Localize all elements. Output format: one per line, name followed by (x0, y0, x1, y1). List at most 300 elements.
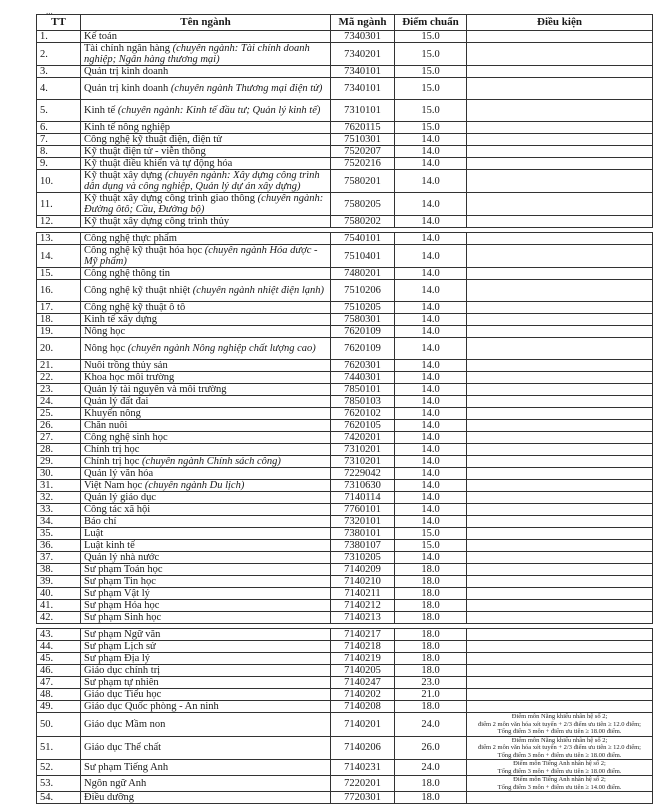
major-name (81, 314, 331, 326)
major-name (81, 653, 331, 665)
major-name (81, 233, 331, 245)
major-name-text: Kỹ thuật xây dựng công trình thủy (84, 216, 230, 227)
row-number: 15. (37, 268, 81, 280)
major-code: 7620109 (331, 326, 395, 338)
major-name (81, 280, 331, 302)
major-code: 7310630 (331, 480, 395, 492)
condition (467, 326, 653, 338)
condition (467, 420, 653, 432)
major-code: 7310101 (331, 100, 395, 122)
major-name (81, 552, 331, 564)
table-row (37, 193, 653, 216)
table-row (37, 516, 653, 528)
row-number: 14. (37, 245, 81, 268)
cutoff-score: 23.0 (395, 677, 467, 689)
row-number: 51. (37, 736, 81, 760)
condition (467, 629, 653, 641)
major-code: 7140218 (331, 641, 395, 653)
condition (467, 396, 653, 408)
row-number: 45. (37, 653, 81, 665)
row-number: 27. (37, 432, 81, 444)
major-name (81, 444, 331, 456)
row-number: 5. (37, 100, 81, 122)
major-name (81, 576, 331, 588)
major-specialization: (chuyên ngành Hóa dược - Mỹ phẩm) (84, 245, 318, 267)
condition (467, 564, 653, 576)
major-code: 7580301 (331, 314, 395, 326)
major-name (81, 641, 331, 653)
cutoff-score: 14.0 (395, 504, 467, 516)
cutoff-score: 15.0 (395, 540, 467, 552)
row-number: 34. (37, 516, 81, 528)
cutoff-score: 18.0 (395, 564, 467, 576)
major-name (81, 492, 331, 504)
major-name-text: Công nghệ thông tin (84, 268, 171, 279)
major-name (81, 338, 331, 360)
major-code: 7850101 (331, 384, 395, 396)
major-code: 7340301 (331, 31, 395, 43)
row-number: 9. (37, 158, 81, 170)
cutoff-score: 18.0 (395, 792, 467, 804)
table-row (37, 600, 653, 612)
major-name-text: Luật (84, 528, 104, 539)
cutoff-score: 15.0 (395, 100, 467, 122)
major-specialization: (chuyên ngành: Đường ôtô; Cầu, Đường bộ) (84, 193, 324, 215)
major-name (81, 516, 331, 528)
row-number: 1. (37, 31, 81, 43)
table-row (37, 480, 653, 492)
condition (467, 480, 653, 492)
major-code: 7520216 (331, 158, 395, 170)
major-name-text: Báo chí (84, 516, 117, 527)
major-name (81, 504, 331, 516)
major-name-text: Sư phạm Sinh học (84, 612, 162, 623)
condition (467, 360, 653, 372)
table-row (37, 408, 653, 420)
major-name-text: Chính trị học (84, 456, 143, 467)
major-name (81, 100, 331, 122)
row-number: 47. (37, 677, 81, 689)
condition (467, 504, 653, 516)
condition (467, 612, 653, 624)
major-code: 7380101 (331, 528, 395, 540)
cutoff-score: 14.0 (395, 360, 467, 372)
cutoff-score: 14.0 (395, 216, 467, 228)
major-code: 7140213 (331, 612, 395, 624)
cutoff-score: 15.0 (395, 43, 467, 66)
major-name-text: Tài chính ngân hàng (84, 43, 173, 54)
row-number: 41. (37, 600, 81, 612)
condition (467, 792, 653, 804)
row-number: 22. (37, 372, 81, 384)
condition (467, 233, 653, 245)
major-code: 7440301 (331, 372, 395, 384)
major-name-text: Công nghệ kỹ thuật hóa học (84, 245, 205, 256)
major-name-text: Quản lý nhà nước (84, 552, 160, 563)
row-number: 31. (37, 480, 81, 492)
cutoff-score: 15.0 (395, 31, 467, 43)
condition (467, 653, 653, 665)
row-number: 28. (37, 444, 81, 456)
table-row (37, 338, 653, 360)
major-specialization: (chuyên ngành: Xây dựng công trình dân dụng và công nghiệp, Quản lý dự án xây dựng) (84, 170, 320, 192)
table-row (37, 504, 653, 516)
condition (467, 372, 653, 384)
row-number: 4. (37, 78, 81, 100)
major-name (81, 122, 331, 134)
major-name-text: Công nghệ kỹ thuật nhiệt (84, 285, 193, 296)
cutoff-score: 14.0 (395, 280, 467, 302)
row-number: 40. (37, 588, 81, 600)
major-name-text: Quản lý đất đai (84, 396, 149, 407)
major-name (81, 158, 331, 170)
col-header-condition: Điều kiện (467, 15, 653, 31)
condition (467, 170, 653, 193)
major-name (81, 792, 331, 804)
condition (467, 588, 653, 600)
major-code: 7620115 (331, 122, 395, 134)
major-name (81, 372, 331, 384)
cutoff-score: 14.0 (395, 408, 467, 420)
major-name (81, 432, 331, 444)
major-name-text: Ngôn ngữ Anh (84, 778, 147, 789)
row-number: 53. (37, 776, 81, 792)
major-code: 7140201 (331, 713, 395, 737)
table-row (37, 677, 653, 689)
condition (467, 158, 653, 170)
major-name-text: Giáo dục Quốc phòng - An ninh (84, 701, 219, 712)
major-name (81, 302, 331, 314)
condition (467, 576, 653, 588)
major-code: 7140211 (331, 588, 395, 600)
cutoff-score: 18.0 (395, 701, 467, 713)
major-name (81, 480, 331, 492)
condition (467, 280, 653, 302)
major-name (81, 408, 331, 420)
major-name-text: Kỹ thuật điện tử - viễn thông (84, 146, 206, 157)
major-name (81, 736, 331, 760)
condition (467, 31, 653, 43)
cutoff-score: 14.0 (395, 193, 467, 216)
condition (467, 677, 653, 689)
table-row (37, 564, 653, 576)
table-row (37, 528, 653, 540)
major-name-text: Sư phạm Tin học (84, 576, 156, 587)
header-fragment: ... (46, 6, 53, 16)
table-row (37, 641, 653, 653)
condition (467, 302, 653, 314)
condition (467, 540, 653, 552)
major-specialization: (chuyên ngành Thương mại điện tử) (170, 83, 323, 94)
major-specialization: (chuyên ngành Nông nghiệp chất lượng cao) (127, 343, 316, 354)
cutoff-score: 18.0 (395, 653, 467, 665)
major-name (81, 456, 331, 468)
condition-line: Điểm môn Tiếng Anh nhân hệ số 2; (513, 776, 606, 783)
row-number: 26. (37, 420, 81, 432)
cutoff-score: 14.0 (395, 444, 467, 456)
cutoff-score: 14.0 (395, 314, 467, 326)
major-code: 7620102 (331, 408, 395, 420)
table-row (37, 432, 653, 444)
row-number: 10. (37, 170, 81, 193)
major-code: 7420201 (331, 432, 395, 444)
cutoff-score: 18.0 (395, 641, 467, 653)
condition (467, 444, 653, 456)
major-code: 7140247 (331, 677, 395, 689)
major-name-text: Kế toán (84, 31, 117, 42)
major-code: 7140202 (331, 689, 395, 701)
major-name (81, 31, 331, 43)
cutoff-score: 14.0 (395, 432, 467, 444)
major-code: 7580201 (331, 170, 395, 193)
condition (467, 432, 653, 444)
major-code: 7310205 (331, 552, 395, 564)
major-code: 7140208 (331, 701, 395, 713)
condition-line: Tổng điểm 3 môn + điểm ưu tiên ≥ 14.00 điểm. (497, 783, 622, 791)
row-number: 25. (37, 408, 81, 420)
table-row (37, 170, 653, 193)
row-number: 18. (37, 314, 81, 326)
cutoff-score: 18.0 (395, 665, 467, 677)
condition (467, 134, 653, 146)
condition (467, 408, 653, 420)
major-code: 7510206 (331, 280, 395, 302)
major-name-text: Công nghệ thực phẩm (84, 233, 177, 244)
major-name-text: Công tác xã hội (84, 504, 151, 515)
table-row (37, 384, 653, 396)
cutoff-score: 14.0 (395, 233, 467, 245)
table-row (37, 760, 653, 776)
row-number: 52. (37, 760, 81, 776)
major-name (81, 564, 331, 576)
major-code: 7620301 (331, 360, 395, 372)
major-name (81, 665, 331, 677)
major-name (81, 216, 331, 228)
table-row (37, 360, 653, 372)
major-name-text: Chính trị học (84, 444, 140, 455)
major-specialization: (chuyên ngành Chính sách công) (142, 456, 281, 467)
major-name (81, 146, 331, 158)
cutoff-score: 18.0 (395, 776, 467, 792)
major-code: 7340101 (331, 66, 395, 78)
major-name (81, 245, 331, 268)
major-code: 7620109 (331, 338, 395, 360)
condition (467, 146, 653, 158)
major-name-text: Kỹ thuật xây dựng công trình giao thông (84, 193, 258, 204)
condition (467, 245, 653, 268)
row-number: 23. (37, 384, 81, 396)
major-code: 7580202 (331, 216, 395, 228)
row-number: 11. (37, 193, 81, 216)
cutoff-score: 14.0 (395, 552, 467, 564)
condition-line: Tổng điểm 3 môn + điểm ưu tiên ≥ 18.00 điểm. (497, 751, 622, 759)
admission-table (36, 14, 653, 804)
row-number: 43. (37, 629, 81, 641)
cutoff-score: 14.0 (395, 480, 467, 492)
major-name (81, 760, 331, 776)
major-name-text: Luật kinh tế (84, 540, 135, 551)
major-name (81, 268, 331, 280)
condition (467, 338, 653, 360)
major-name-text: Quản trị kinh doanh (84, 83, 171, 94)
condition (467, 760, 653, 776)
cutoff-score: 24.0 (395, 713, 467, 737)
major-name-text: Giáo dục Mầm non (84, 718, 166, 730)
major-name-text: Nuôi trồng thủy sản (84, 360, 168, 371)
table-row (37, 78, 653, 100)
condition (467, 736, 653, 760)
table-row (37, 122, 653, 134)
cutoff-score: 15.0 (395, 122, 467, 134)
major-name-text: Sư phạm Hóa học (84, 600, 160, 611)
major-name-text: Sư phạm Toán học (84, 564, 163, 575)
condition (467, 665, 653, 677)
row-number: 16. (37, 280, 81, 302)
cutoff-score: 14.0 (395, 326, 467, 338)
major-code: 7510205 (331, 302, 395, 314)
table-row (37, 100, 653, 122)
major-name (81, 134, 331, 146)
cutoff-score: 14.0 (395, 396, 467, 408)
cutoff-score: 15.0 (395, 66, 467, 78)
major-name-text: Khoa học môi trường (84, 372, 175, 383)
col-header-score: Điểm chuẩn (395, 15, 467, 31)
row-number: 7. (37, 134, 81, 146)
major-name (81, 677, 331, 689)
row-number: 42. (37, 612, 81, 624)
row-number: 24. (37, 396, 81, 408)
row-number: 20. (37, 338, 81, 360)
major-name (81, 600, 331, 612)
major-name-text: Sư phạm tự nhiên (84, 677, 159, 688)
row-number: 50. (37, 713, 81, 737)
table-row (37, 492, 653, 504)
table-row (37, 326, 653, 338)
major-code: 7229042 (331, 468, 395, 480)
condition-line: Điểm môn Năng khiếu nhân hệ số 2; (511, 736, 608, 744)
major-code: 7140231 (331, 760, 395, 776)
cutoff-score: 14.0 (395, 468, 467, 480)
major-name (81, 78, 331, 100)
condition-line: Điểm môn Năng khiếu nhân hệ số 2; (511, 713, 608, 720)
major-name (81, 540, 331, 552)
major-code: 7140209 (331, 564, 395, 576)
major-specialization: (chuyên ngành: Kinh tế đầu tư; Quản lý kinh tế) (117, 105, 321, 116)
row-number: 12. (37, 216, 81, 228)
table-row (37, 420, 653, 432)
table-row (37, 134, 653, 146)
condition (467, 268, 653, 280)
row-number: 35. (37, 528, 81, 540)
condition (467, 516, 653, 528)
cutoff-score: 14.0 (395, 492, 467, 504)
col-header-tt: TT (37, 15, 81, 31)
row-number: 36. (37, 540, 81, 552)
major-code: 7580205 (331, 193, 395, 216)
major-name (81, 360, 331, 372)
major-name-text: Kinh tế nông nghiệp (84, 122, 171, 133)
row-number: 13. (37, 233, 81, 245)
table-row (37, 444, 653, 456)
row-number: 6. (37, 122, 81, 134)
cutoff-score: 18.0 (395, 588, 467, 600)
table-row (37, 245, 653, 268)
major-code: 7850103 (331, 396, 395, 408)
major-code: 7540101 (331, 233, 395, 245)
major-code: 7340201 (331, 43, 395, 66)
condition (467, 552, 653, 564)
condition-line: Tổng điểm 3 môn + điểm ưu tiên ≥ 18.00 điểm. (497, 767, 622, 775)
cutoff-score: 15.0 (395, 78, 467, 100)
table-row (37, 588, 653, 600)
major-name-text: Sư phạm Tiếng Anh (84, 762, 169, 773)
major-name-text: Kỹ thuật điều khiển và tự động hóa (84, 158, 233, 169)
condition (467, 122, 653, 134)
table-row (37, 314, 653, 326)
major-name (81, 193, 331, 216)
major-name-text: Việt Nam học (84, 480, 145, 491)
table-row (37, 689, 653, 701)
table-row (37, 552, 653, 564)
major-name-text: Sư phạm Ngữ văn (84, 629, 161, 640)
major-code: 7220201 (331, 776, 395, 792)
major-name-text: Giáo dục chính trị (84, 665, 161, 676)
cutoff-score: 14.0 (395, 134, 467, 146)
major-name-text: Chăn nuôi (84, 420, 128, 431)
document-page (36, 6, 652, 804)
cutoff-score: 14.0 (395, 338, 467, 360)
major-code: 7320101 (331, 516, 395, 528)
major-name-text: Sư phạm Địa lý (84, 653, 151, 664)
cutoff-score: 15.0 (395, 528, 467, 540)
major-code: 7480201 (331, 268, 395, 280)
major-code: 7720301 (331, 792, 395, 804)
cutoff-score: 26.0 (395, 736, 467, 760)
cutoff-score: 14.0 (395, 245, 467, 268)
cutoff-score: 18.0 (395, 576, 467, 588)
major-code: 7620105 (331, 420, 395, 432)
major-name-text: Sư phạm Vật lý (84, 588, 150, 599)
cutoff-score: 14.0 (395, 516, 467, 528)
major-name-text: Quản trị kinh doanh (84, 66, 169, 77)
condition (467, 43, 653, 66)
condition (467, 66, 653, 78)
row-number: 37. (37, 552, 81, 564)
table-row (37, 268, 653, 280)
condition (467, 314, 653, 326)
major-name-text: Công nghệ kỹ thuật điện, điện tử (84, 134, 222, 145)
table-row (37, 736, 653, 760)
major-name-text: Khuyến nông (84, 408, 141, 419)
major-name-text: Công nghệ sinh học (84, 432, 168, 443)
cutoff-score: 14.0 (395, 372, 467, 384)
row-number: 46. (37, 665, 81, 677)
major-name (81, 384, 331, 396)
table-row (37, 629, 653, 641)
major-name (81, 326, 331, 338)
table-header-row (37, 15, 653, 31)
major-code: 7140219 (331, 653, 395, 665)
table-row (37, 43, 653, 66)
table-row (37, 280, 653, 302)
condition (467, 468, 653, 480)
major-name-text: Giáo dục Tiểu học (84, 689, 162, 700)
row-number: 54. (37, 792, 81, 804)
table-row (37, 576, 653, 588)
row-number: 19. (37, 326, 81, 338)
table-row (37, 792, 653, 804)
major-name (81, 713, 331, 737)
